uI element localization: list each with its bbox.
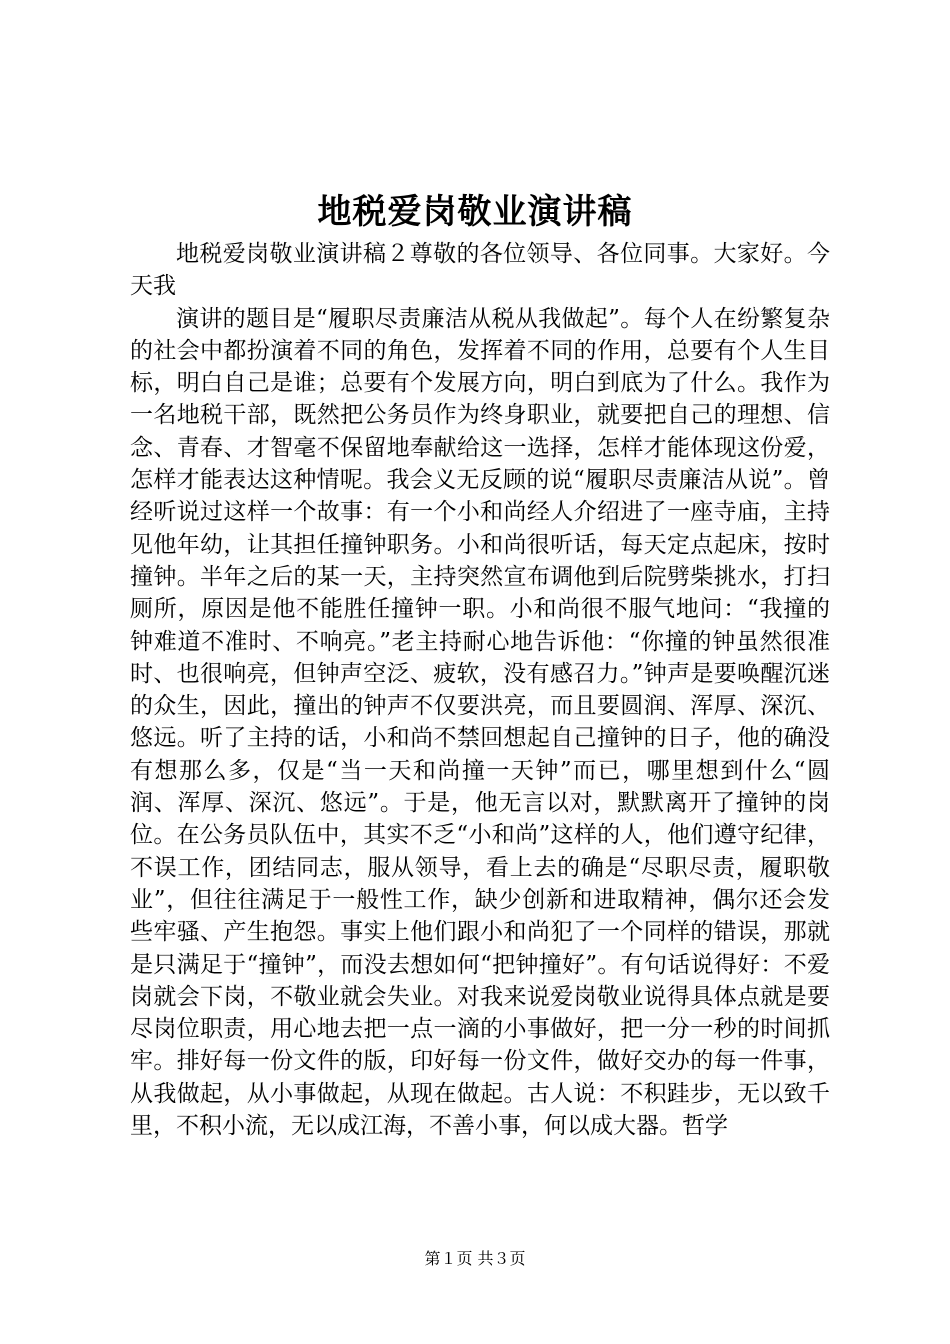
document-body (130, 238, 830, 1142)
page-number-footer: 第１页 共３页 (424, 1249, 526, 1268)
document-title: 地税爱岗敬业演讲稿 (317, 192, 633, 232)
paragraph-main: 演讲的题目是“履职尽责廉洁从税从我做起”。每个人在纷繁复杂的社会中都扮演着不同的角色，发挥着不同的作用，总要有个人生目标，明白自己是谁；总要有个发展方向，明白到底为了什么。我作为一名地税干部，既然把公务员作为终身职业，就要把自己的理想、信念、青春、才智毫不保留地奉献给这一选择，怎样才能体现这份爱，怎样才能表达这种情呢。我会义无反顾的说“履职尽责廉洁从说”。曾经听说过这样一个故事：有一个小和尚经人介绍进了一座寺庙，主持见他年幼，让其担任撞钟职务。小和尚很听话，每天定点起床，按时撞钟。半年之后的某一天，主持突然宣布调他到后院劈柴挑水，打扫厕所，原因是他不能胜任撞钟一职。小和尚很不服气地问：“我撞的钟难道不准时、不响亮。”老主持耐心地告诉他：“你撞的钟虽然很准时、也很响亮，但钟声空泛、疲软，没有感召力。”钟声是要唤醒沉迷的众生，因此，撞出的钟声不仅要洪亮，而且要圆润、浑厚、深沉、悠远。听了主持的话，小和尚不禁回想起自己撞钟的日子，他的确没有想那么多，仅是“当一天和尚撞一天钟”而已，哪里想到什么“圆润、浑厚、深沉、悠远”。于是，他无言以对，默默离开了撞钟的岗位。在公务员队伍中，其实不乏“小和尚”这样的人，他们遵守纪律，不误工作，团结同志，服从领导，看上去的确是“尽职尽责，履职敬业”，但往往满足于一般性工作，缺少创新和进取精神，偶尔还会发些牢骚、产生抱怨。事实上他们跟小和尚犯了一个同样的错误，那就是只满足于“撞钟”，而没去想如何“把钟撞好”。有句话说得好：不爱岗就会下岗，不敬业就会失业。对我来说爱岗敬业说得具体点就是要尽岗位职责，用心地去把一点一滴的小事做好，把一分一秒的时间抓牢。排好每一份文件的版，印好每一份文件，做好交办的每一件事，从我做起，从小事做起，从现在做起。古人说：不积跬步，无以致千里，不积小流，无以成江海，不善小事，何以成大器。哲学 (130, 305, 830, 1140)
paragraph-intro: 地税爱岗敬业演讲稿２尊敬的各位领导、各位同事。大家好。今天我 (130, 241, 830, 300)
